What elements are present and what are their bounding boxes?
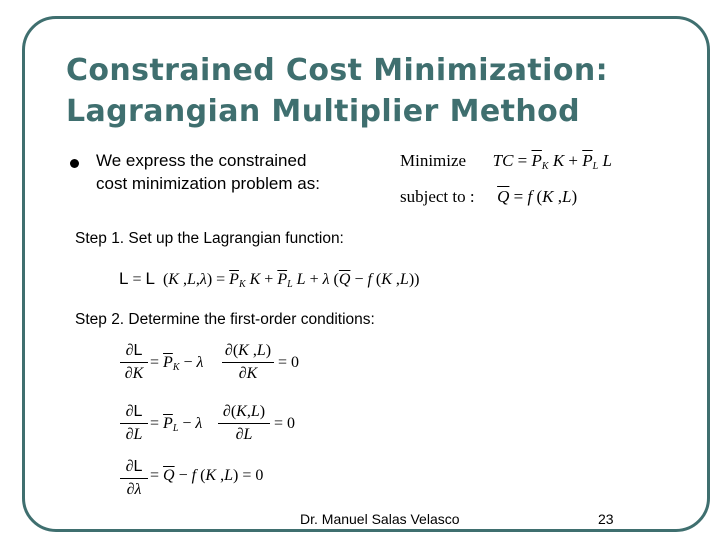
bullet-line-2: cost minimization problem as:: [96, 174, 320, 193]
foc1-zero: = 0: [278, 354, 300, 371]
title-line-2: Lagrangian Multiplier Method: [66, 94, 580, 129]
page-number: 23: [598, 511, 614, 527]
step-1-heading: Step 1. Set up the Lagrangian function:: [75, 230, 344, 247]
title-line-1: Constrained Cost Minimization:: [66, 53, 609, 88]
foc2-rhs-fraction: ∂(K,L) ∂L: [218, 402, 270, 445]
slide-title: [66, 50, 686, 132]
partial-symbol: ∂: [125, 342, 134, 359]
lagrangian-symbol-foc1: L: [133, 342, 143, 359]
lagrangian-equation: L = L (K $,L,\lambda) = \overline{P}_K$ $K + \overline{P}_L$ L + λ ($\overline{Q} - f$ (K ,L)): [119, 269, 420, 290]
lagrangian-symbol-foc3: L: [133, 458, 143, 475]
foc3-lhs-fraction: ∂L ∂λ: [120, 457, 148, 500]
foc2-zero: = 0: [274, 415, 296, 432]
partial-symbol-2: ∂: [125, 403, 134, 420]
lagrangian-symbol: L: [119, 269, 129, 288]
lagrangian-symbol-2: L: [145, 269, 155, 288]
foc3-equation: = $\overline{Q} - f$ (K ,L) = 0: [150, 467, 264, 484]
foc2-middle: = $\overline{P}_L - \lambda$: [150, 415, 203, 434]
lagrangian-symbol-foc2: L: [133, 403, 143, 420]
step-2-heading: Step 2. Determine the first-order conditions:: [75, 311, 375, 328]
bullet-line-1: We express the constrained: [96, 151, 307, 170]
bullet-text: [96, 149, 396, 195]
foc2-lhs-fraction: ∂L ∂L: [120, 402, 148, 445]
objective-equation: Minimize TC = $\overline{P}_K$ $K + \overline{P}_L$ L: [400, 151, 612, 172]
footer-author: Dr. Manuel Salas Velasco: [300, 511, 460, 527]
foc1-middle: = $\overline{P}_K - \lambda$: [150, 354, 204, 373]
partial-symbol-3: ∂: [125, 458, 134, 475]
bullet-dot: [70, 159, 79, 168]
subject-to-label: subject to :: [400, 187, 475, 206]
constraint-equation: subject to : $\overline{Q} = f$ (K ,L): [400, 187, 578, 206]
foc1-lhs-fraction: ∂L ∂K: [120, 341, 148, 384]
foc1-rhs-fraction: ∂(K ,L) ∂K: [222, 341, 274, 384]
minimize-label: Minimize: [400, 151, 467, 170]
